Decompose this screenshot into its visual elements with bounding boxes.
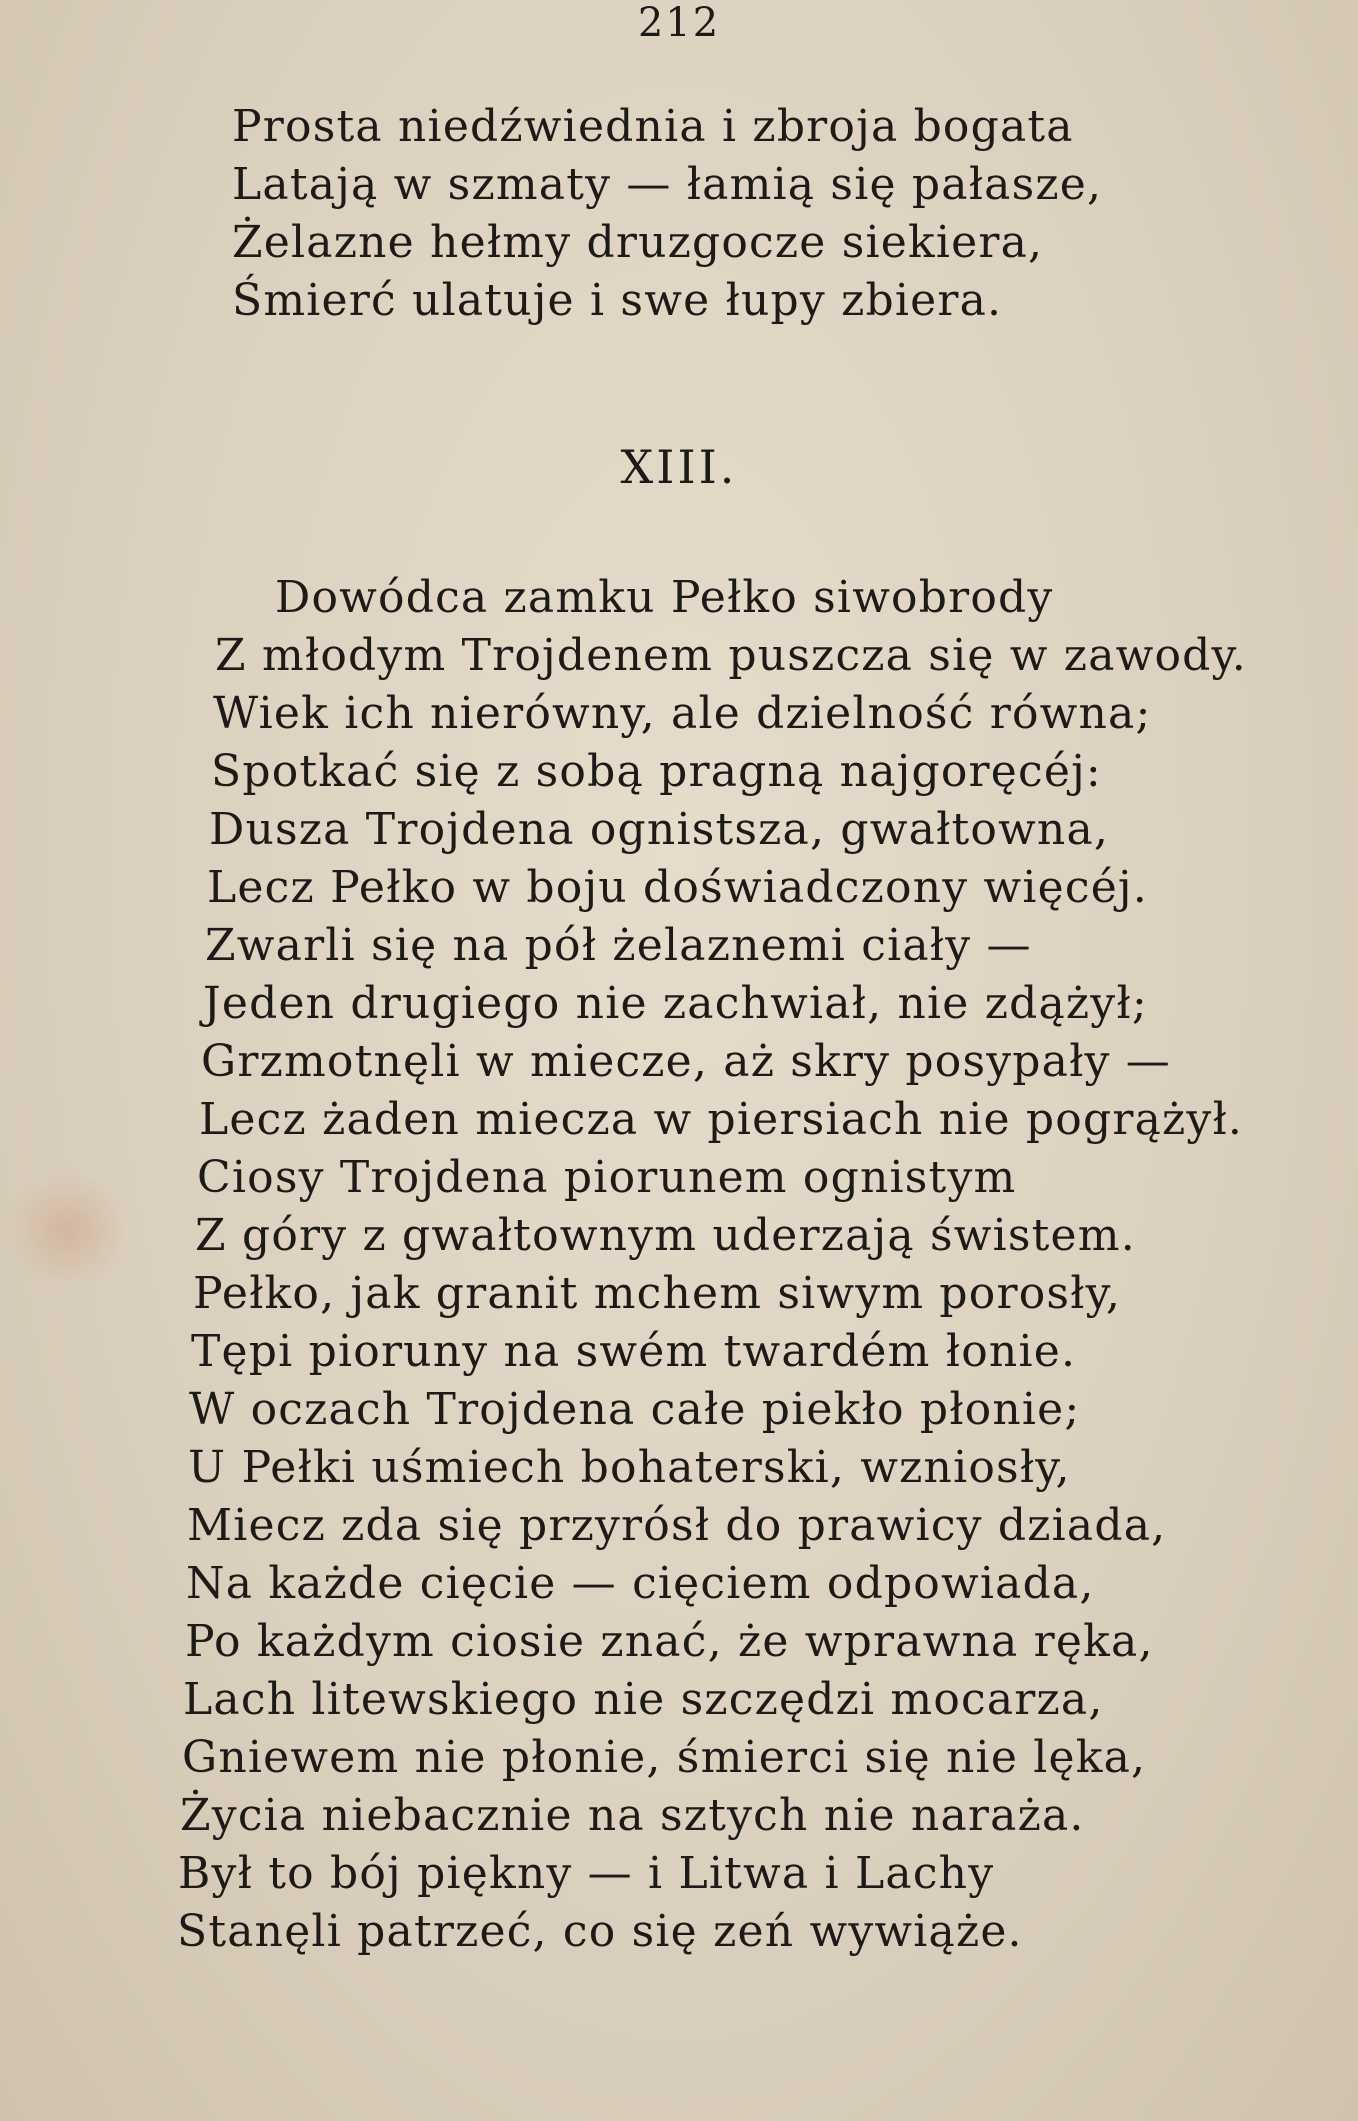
verse-line: Życia niebacznie na sztych nie naraża. [180, 1790, 1085, 1841]
verse-line: Żelazne hełmy druzgocze siekiera, [232, 217, 1044, 268]
verse-line: W oczach Trojdena całe piekło płonie; [189, 1384, 1081, 1435]
verse-line: Prosta niedźwiednia i zbroja bogata [232, 101, 1074, 152]
verse-line: U Pełki uśmiech bohaterski, wzniosły, [188, 1442, 1071, 1493]
verse-line: Wiek ich nierówny, ale dzielność równa; [213, 688, 1152, 739]
verse-line: Lecz Pełko w boju doświadczony więcéj. [207, 862, 1148, 913]
verse-line: Grzmotnęli w miecze, aż skry posypały — [201, 1036, 1172, 1087]
verse-line: Spotkać się z sobą pragną najgoręcéj: [211, 746, 1102, 797]
verse-line: Na każde cięcie — cięciem odpowiada, [186, 1558, 1095, 1609]
verse-line: Z młodym Trojdenem puszcza się w zawody. [215, 630, 1247, 681]
verse-line: Zwarli się na pół żelaznemi ciały — [205, 920, 1032, 971]
verse-line: Z góry z gwałtownym uderzają świstem. [195, 1210, 1136, 1261]
top-stanza [232, 98, 1102, 330]
verse-line: Stanęli patrzeć, co się zeń wywiąże. [177, 1906, 1023, 1957]
verse-line: Był to bój piękny — i Litwa i Lachy [178, 1848, 995, 1899]
verse-line: Tępi pioruny na swém twardém łonie. [191, 1326, 1077, 1377]
verse-line: Jeden drugiego nie zachwiał, nie zdążył; [203, 978, 1148, 1029]
verse-line: Po każdym ciosie znać, że wprawna ręka, [185, 1616, 1154, 1667]
verse-line: Śmierć ulatuje i swe łupy zbiera. [232, 275, 1003, 326]
verse-line: Lach litewskiego nie szczędzi mocarza, [183, 1674, 1104, 1725]
verse-line: Dowódca zamku Pełko siwobrody [275, 572, 1054, 623]
section-heading: XIII. [620, 440, 738, 494]
verse-line: Ciosy Trojdena piorunem ognistym [197, 1152, 1017, 1203]
verse-line: Lecz żaden miecza w piersiach nie pogrążył. [199, 1094, 1244, 1145]
page-number: 212 [637, 0, 721, 46]
verse-line: Latają w szmaty — łamią się pałasze, [232, 159, 1103, 210]
verse-line: Dusza Trojdena ognistsza, gwałtowna, [209, 804, 1110, 855]
verse-line: Pełko, jak granit mchem siwym porosły, [193, 1268, 1122, 1319]
verse-line: Miecz zda się przyrósł do prawicy dziada, [187, 1500, 1167, 1551]
verse-line: Gniewem nie płonie, śmierci się nie lęka, [182, 1732, 1147, 1783]
